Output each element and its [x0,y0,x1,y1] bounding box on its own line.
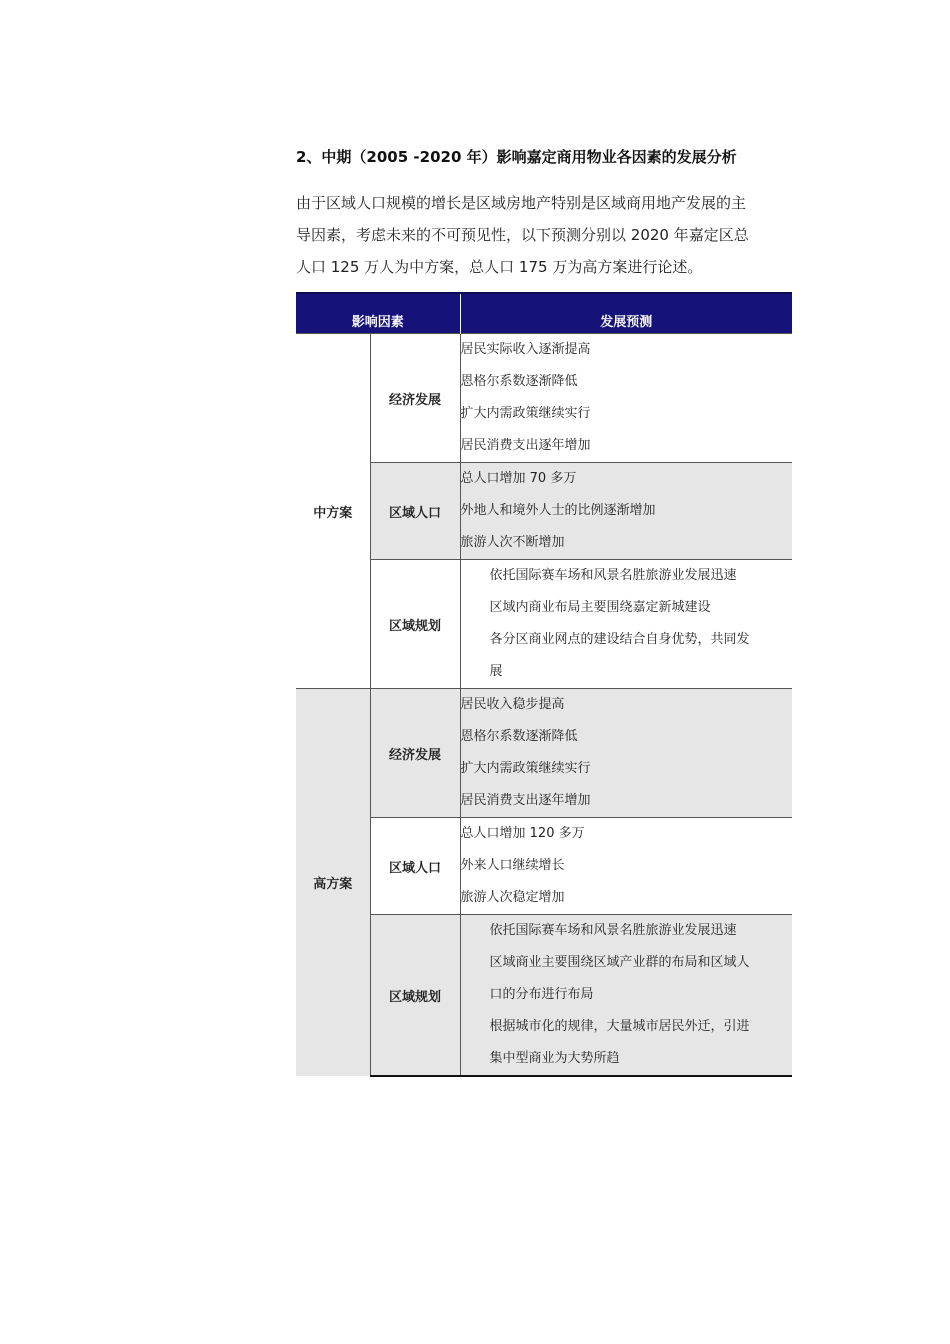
forecast-item: 外地人和境外人士的比例逐渐增加 [460,503,656,518]
forecast-item: 恩格尔系数逐渐降低 [460,374,578,389]
intro-paragraph [296,187,804,283]
forecast-items [460,334,792,463]
table-row [296,915,792,1077]
forecast-item: 旅游人次稳定增加 [460,890,565,905]
forecast-item: 居民实际收入逐渐提高 [460,342,591,357]
forecast-item: 区域内商业布局主要围绕嘉定新城建设 [489,600,711,615]
forecast-item: 居民消费支出逐年增加 [460,793,591,808]
table-header-row [296,293,792,334]
table-row [296,560,792,689]
forecast-item: 口的分布进行布局 [489,987,594,1002]
forecast-item: 依托国际赛车场和风景名胜旅游业发展迅速 [489,568,737,583]
factor-planning: 区域规划 [370,560,460,689]
forecast-items [460,560,792,689]
table-row [296,463,792,560]
scheme-medium: 中方案 [296,334,370,689]
forecast-items [460,463,792,560]
table-row [296,689,792,818]
forecast-item: 各分区商业网点的建设结合自身优势，共同发 [489,632,750,647]
section-heading: 2、中期（2005 -2020 年）影响嘉定商用物业各因素的发展分析 [296,148,737,166]
scheme-high: 高方案 [296,689,370,1077]
forecast-items [460,818,792,915]
header-factor: 影响因素 [296,293,460,334]
forecast-item: 旅游人次不断增加 [460,535,565,550]
factor-economy: 经济发展 [370,689,460,818]
forecast-item: 区域商业主要围绕区域产业群的布局和区域人 [489,955,750,970]
paragraph-line: 由于区域人口规模的增长是区域房地产特别是区域商用地产发展的主 [296,194,747,212]
forecast-item: 总人口增加 120 多万 [460,826,585,841]
header-forecast: 发展预测 [460,293,792,334]
forecast-item: 总人口增加 70 多万 [460,471,577,486]
forecast-item: 扩大内需政策继续实行 [460,406,591,421]
paragraph-line: 人口 125 万人为中方案，总人口 175 万为高方案进行论述。 [296,258,703,276]
forecast-items [460,915,792,1077]
forecast-item: 展 [489,664,503,679]
forecast-items [460,689,792,818]
forecast-item: 依托国际赛车场和风景名胜旅游业发展迅速 [489,923,737,938]
forecast-table [296,292,792,1077]
factor-population: 区域人口 [370,463,460,560]
factor-planning: 区域规划 [370,915,460,1077]
forecast-item: 居民收入稳步提高 [460,697,565,712]
forecast-item: 扩大内需政策继续实行 [460,761,591,776]
forecast-item: 集中型商业为大势所趋 [489,1051,620,1066]
table-row [296,818,792,915]
table-row [296,334,792,463]
paragraph-line: 导因素，考虑未来的不可预见性，以下预测分别以 2020 年嘉定区总 [296,226,749,244]
forecast-item: 恩格尔系数逐渐降低 [460,729,578,744]
factor-economy: 经济发展 [370,334,460,463]
forecast-item: 根据城市化的规律，大量城市居民外迁，引进 [489,1019,750,1034]
factor-population: 区域人口 [370,818,460,915]
forecast-item: 外来人口继续增长 [460,858,565,873]
forecast-item: 居民消费支出逐年增加 [460,438,591,453]
